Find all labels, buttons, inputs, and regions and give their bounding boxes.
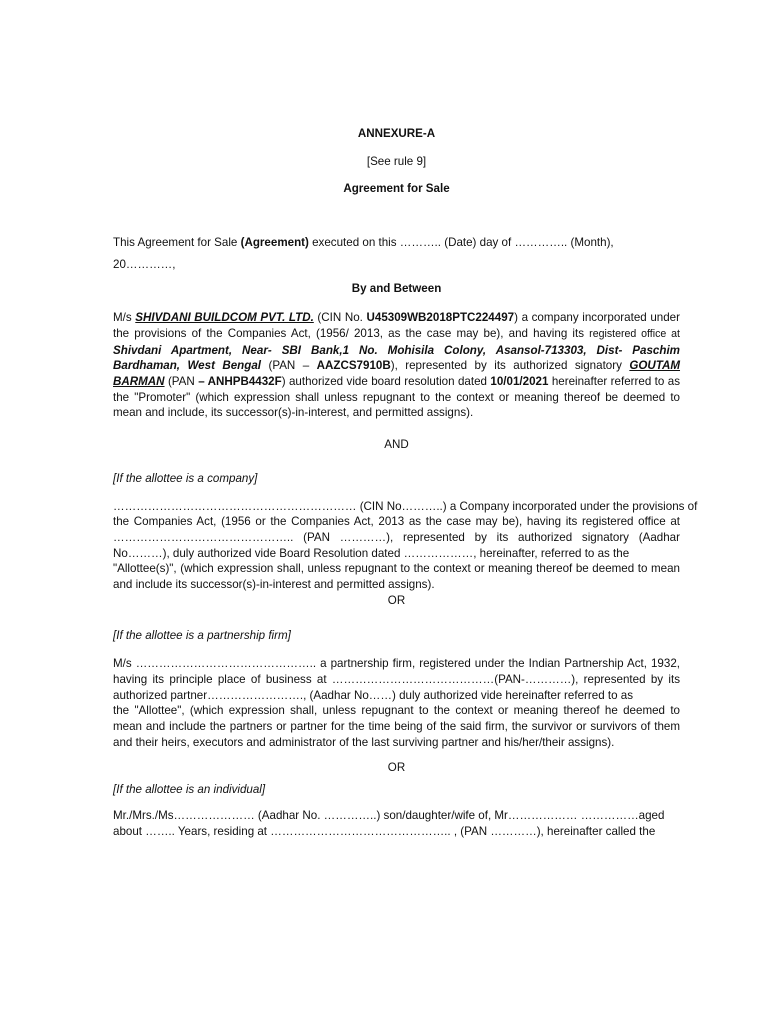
- promoter-address: Shivdani Apartment, Near- SBI Bank,1 No. Mohisila Colony, Asansol-713303, Dist- Paschim Bardhaman, West Bengal: [113, 343, 680, 373]
- intro-line-2: 20…………,: [113, 257, 176, 271]
- company-line-3: "Allottee(s)", (which expression shall, unless repugnant to the context or meaning thereof be deemed to mean and include its successor(s)-in-interest and permitted assigns).: [113, 562, 680, 592]
- individual-line-2: about …….. Years, residing at ……………………………………….. , (PAN …………), hereinafter called the: [113, 824, 656, 838]
- promoter-paragraph: [113, 310, 680, 421]
- individual-heading: [If the allottee is an individual]: [113, 783, 266, 797]
- promoter-pan: AAZCS7910B: [316, 359, 391, 373]
- signatory-pan-open: (PAN: [164, 375, 199, 389]
- partnership-line-2: the "Allottee", (which expression shall, unless repugnant to the context or meaning thereof he deemed to mean and include the partners or partner for the time being of the said firm, the survivor or survivors of them and their heirs, executors and administrator of the last surviving partner and his/her/their assigns).: [113, 704, 680, 749]
- intro-paragraph: [113, 235, 680, 272]
- promoter-pan-close: ), represented by its authorized signatory: [390, 359, 630, 373]
- agreement-content: [113, 126, 698, 839]
- partnership-line-1: M/s ……………………………………….. a partnership firm, registered under the Indian Partnership Act, 1932, having its principle place of business at ……………………………………(PAN-…………), represented by its authorized partner……………………., (Aadhar No……) duly authorized vide hereinafter referred to as: [113, 657, 680, 702]
- registered-office-label: registered office at: [589, 327, 680, 340]
- signatory-pan: – ANHPB4432F: [198, 375, 282, 389]
- agreement-label: (Agreement): [240, 236, 309, 250]
- by-and-between-heading: By and Between: [351, 281, 442, 295]
- promoter-company-name: SHIVDANI BUILDCOM PVT. LTD.: [135, 311, 314, 325]
- intro-text-a: This Agreement for Sale: [113, 236, 241, 250]
- partnership-or: OR: [387, 761, 406, 775]
- company-or: OR: [387, 593, 406, 607]
- company-line-2: the Companies Act, (1956 or the Companies Act, 2013 as the case may be), having its registered office at ……………………………………….. (PAN …………), represented by its authorized signatory (Aadhar No………), duly authorized vide Board Resolution dated ………………, hereinafter, referred to as the: [113, 515, 680, 560]
- company-line-1: ……………………………………………………… (CIN No………..) a Company incorporated under the provisions of: [113, 499, 698, 513]
- promoter-pan-open: (PAN –: [261, 359, 317, 373]
- promoter-cin-close: ) a company incorporated under the provisions of the Companies Act, (1956/ 2013, as the case may be), and having its: [113, 311, 680, 340]
- promoter-cin: U45309WB2018PTC224497: [366, 311, 515, 325]
- promoter-signatory: GOUTAM BARMAN: [113, 359, 681, 389]
- partnership-heading: [If the allottee is a partnership firm]: [113, 629, 291, 643]
- individual-line-1: Mr./Mrs./Ms………………… (Aadhar No. …………..) son/daughter/wife of, Mr……………… ……………aged: [113, 808, 665, 822]
- board-resolution-text: ) authorized vide board resolution dated: [281, 375, 491, 389]
- promoter-tail: hereinafter referred to as the "Promoter" (which expression shall unless repugnant to the context or meaning thereof be deemed to mean and include, its successor(s)-in-interest, and permitted assigns).: [113, 375, 680, 420]
- company-heading: [If the allottee is a company]: [113, 471, 258, 485]
- annexure-heading: ANNEXURE-A: [357, 127, 436, 140]
- promoter-cin-open: (CIN No.: [313, 311, 367, 325]
- and-separator: AND: [384, 438, 409, 452]
- agreement-title: Agreement for Sale: [343, 182, 450, 196]
- promoter-ms: M/s: [113, 311, 136, 325]
- intro-text-b: executed on this ……….. (Date) day of ………….. (Month),: [308, 236, 614, 250]
- intro-line-1: [113, 235, 680, 251]
- board-resolution-date: 10/01/2021: [490, 375, 549, 389]
- rule-reference: [See rule 9]: [366, 154, 427, 168]
